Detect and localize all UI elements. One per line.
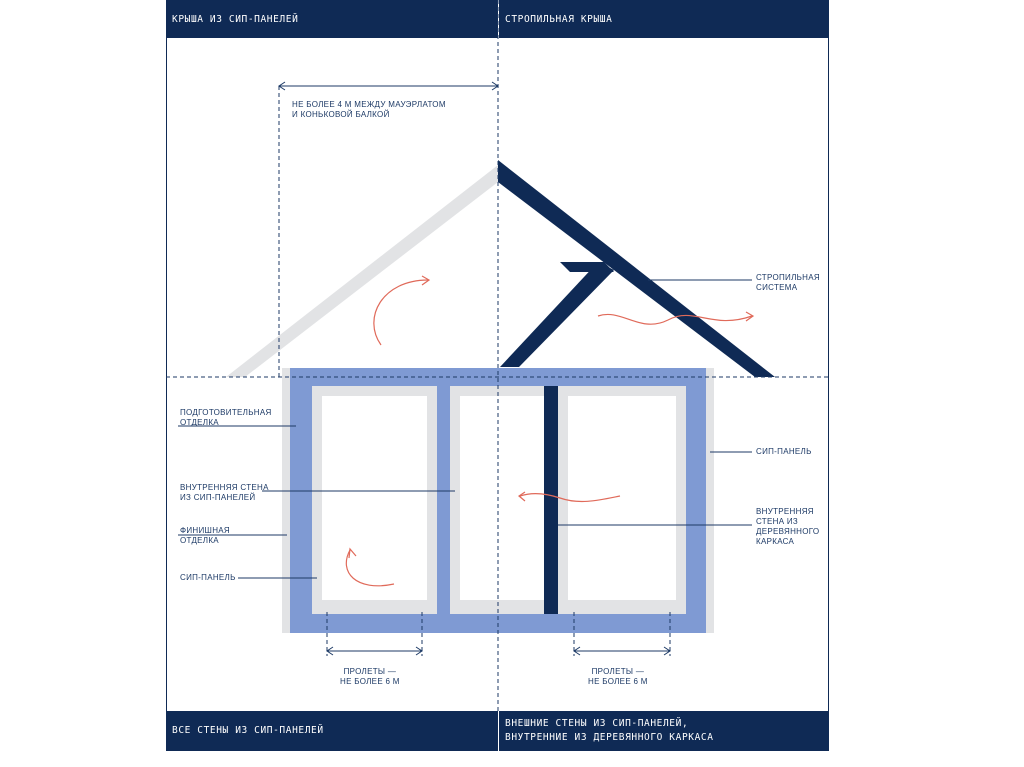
footer-title-right-line2: ВНУТРЕННИЕ ИЗ ДЕРЕВЯННОГО КАРКАСА [505,732,714,743]
label-span-right: ПРОЛЕТЫ — НЕ БОЛЕЕ 6 М [588,667,648,686]
rafter-strut [500,262,614,367]
sip-roof-slope [226,165,498,377]
label-inner-wood-wall: ВНУТРЕННЯЯ СТЕНА ИЗ ДЕРЕВЯННОГО КАРКАСА [756,507,820,546]
inner-wood-wall [544,386,558,614]
label-span-left: ПРОЛЕТЫ — НЕ БОЛЕЕ 6 М [340,667,400,686]
label-inner-sip-wall: ВНУТРЕННЯЯ СТЕНА ИЗ СИП-ПАНЕЛЕЙ [180,483,269,502]
label-prep-finish: ПОДГОТОВИТЕЛЬНАЯ ОТДЕЛКА [180,408,272,427]
label-rafter-system: СТРОПИЛЬНАЯ СИСТЕМА [756,273,820,292]
label-top-span: НЕ БОЛЕЕ 4 М МЕЖДУ МАУЭРЛАТОМ И КОНЬКОВОЙ БАЛКОЙ [292,100,446,119]
label-sip-panel-right: СИП-ПАНЕЛЬ [756,447,812,456]
label-finish: ФИНИШНАЯ ОТДЕЛКА [180,526,230,545]
header-title-left: КРЫША ИЗ СИП-ПАНЕЛЕЙ [172,14,299,25]
label-sip-panel-left: СИП-ПАНЕЛЬ [180,573,236,582]
footer-title-left: ВСЕ СТЕНЫ ИЗ СИП-ПАНЕЛЕЙ [172,725,324,736]
airflow-arrow-roof-left [374,280,428,345]
room-right [568,396,676,600]
room-left [322,396,427,600]
room-middle [460,396,544,600]
footer-title-right-line1: ВНЕШНИЕ СТЕНЫ ИЗ СИП-ПАНЕЛЕЙ, [505,718,689,729]
header-title-right: СТРОПИЛЬНАЯ КРЫША [505,14,613,25]
